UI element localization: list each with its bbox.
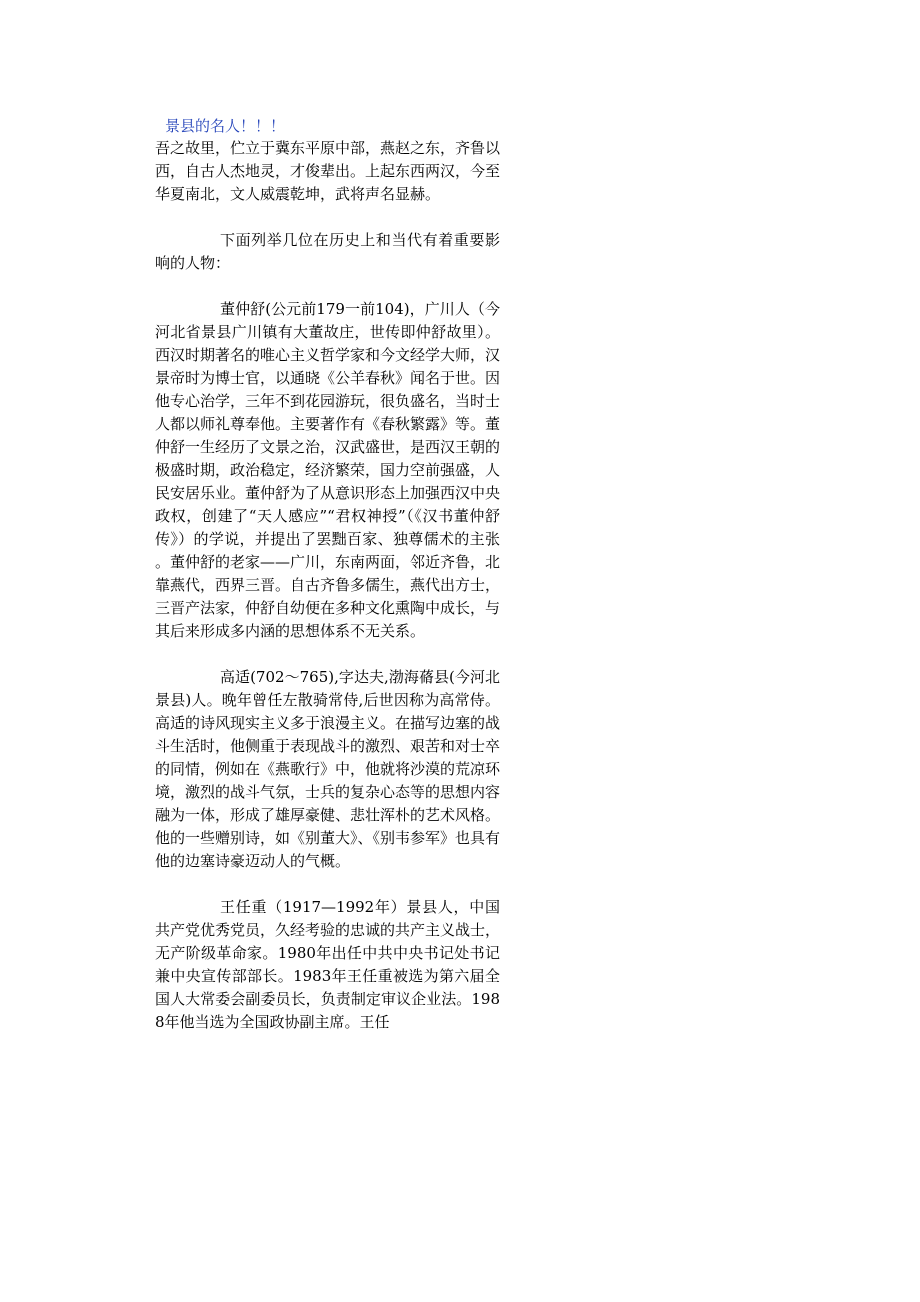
paragraph-spacer [155, 275, 500, 298]
document-body [155, 115, 500, 1034]
person-paragraph-wang-renzhong: 王任重（1917—1992年）景县人，中国共产党优秀党员，久经考验的忠诚的共产主义战士，无产阶级革命家。1980年出任中共中央书记处书记兼中央宣传部部长。1983年王任重被选为第六届全国人大常委会副委员长，负责制定审议企业法。1988年他当选为全国政协副主席。王任 [155, 898, 501, 1031]
person-paragraph-gao-shi: 高适(702～765),字达夫,渤海蓨县(今河北景县)人。晚年曾任左散骑常侍,后世因称为高常侍。高适的诗风现实主义多于浪漫主义。在描写边塞的战斗生活时，他侧重于表现战斗的激烈、艰苦和对士卒的同情，例如在《燕歌行》中，他就将沙漠的荒凉环境，激烈的战斗气氛，士兵的复杂心态等的思想内容融为一体，形成了雄厚豪健、悲壮浑朴的艺术风格。他的一些赠别诗，如《别董大》、《别韦参军》也具有他的边塞诗豪迈动人的气概。 [155, 668, 501, 870]
intro-paragraph: 吾之故里，伫立于冀东平原中部，燕赵之东，齐鲁以西，自古人杰地灵，才俊辈出。上起东西两汉，今至华夏南北，文人威震乾坤，武将声名显赫。 [155, 139, 501, 203]
person-paragraph-dong-zhongshu: 董仲舒(公元前179一前104)，广川人（今河北省景县广川镇有大董故庄，世传即仲舒故里）。西汉时期著名的唯心主义哲学家和今文经学大师，汉景帝时为博士官，以通晓《公羊春秋》闻名于世。因他专心治学，三年不到花园游玩，很负盛名，当时士人都以师礼尊奉他。主要著作有《春秋繁露》等。董仲舒一生经历了文景之治，汉武盛世，是西汉王朝的极盛时期，政治稳定，经济繁荣，国力空前强盛，人民安居乐业。董仲舒为了从意识形态上加强西汉中央政权，创建了“天人感应”“君权神授”（《汉书董仲舒传》）的学说，并提出了罢黜百家、独尊儒术的主张。董仲舒的老家——广川，东南两面，邻近齐鲁，北靠燕代，西界三晋。自古齐鲁多儒生，燕代出方士，三晋产法家，仲舒自幼便在多种文化熏陶中成长，与其后来形成多内涵的思想体系不无关系。 [155, 300, 501, 640]
lead-paragraph: 下面列举几位在历史上和当代有着重要影响的人物： [155, 231, 500, 272]
document-title: 景县的名人！！！ [165, 117, 286, 135]
paragraph-spacer [155, 643, 500, 666]
paragraph-spacer [155, 206, 500, 229]
paragraph-spacer [155, 873, 500, 896]
